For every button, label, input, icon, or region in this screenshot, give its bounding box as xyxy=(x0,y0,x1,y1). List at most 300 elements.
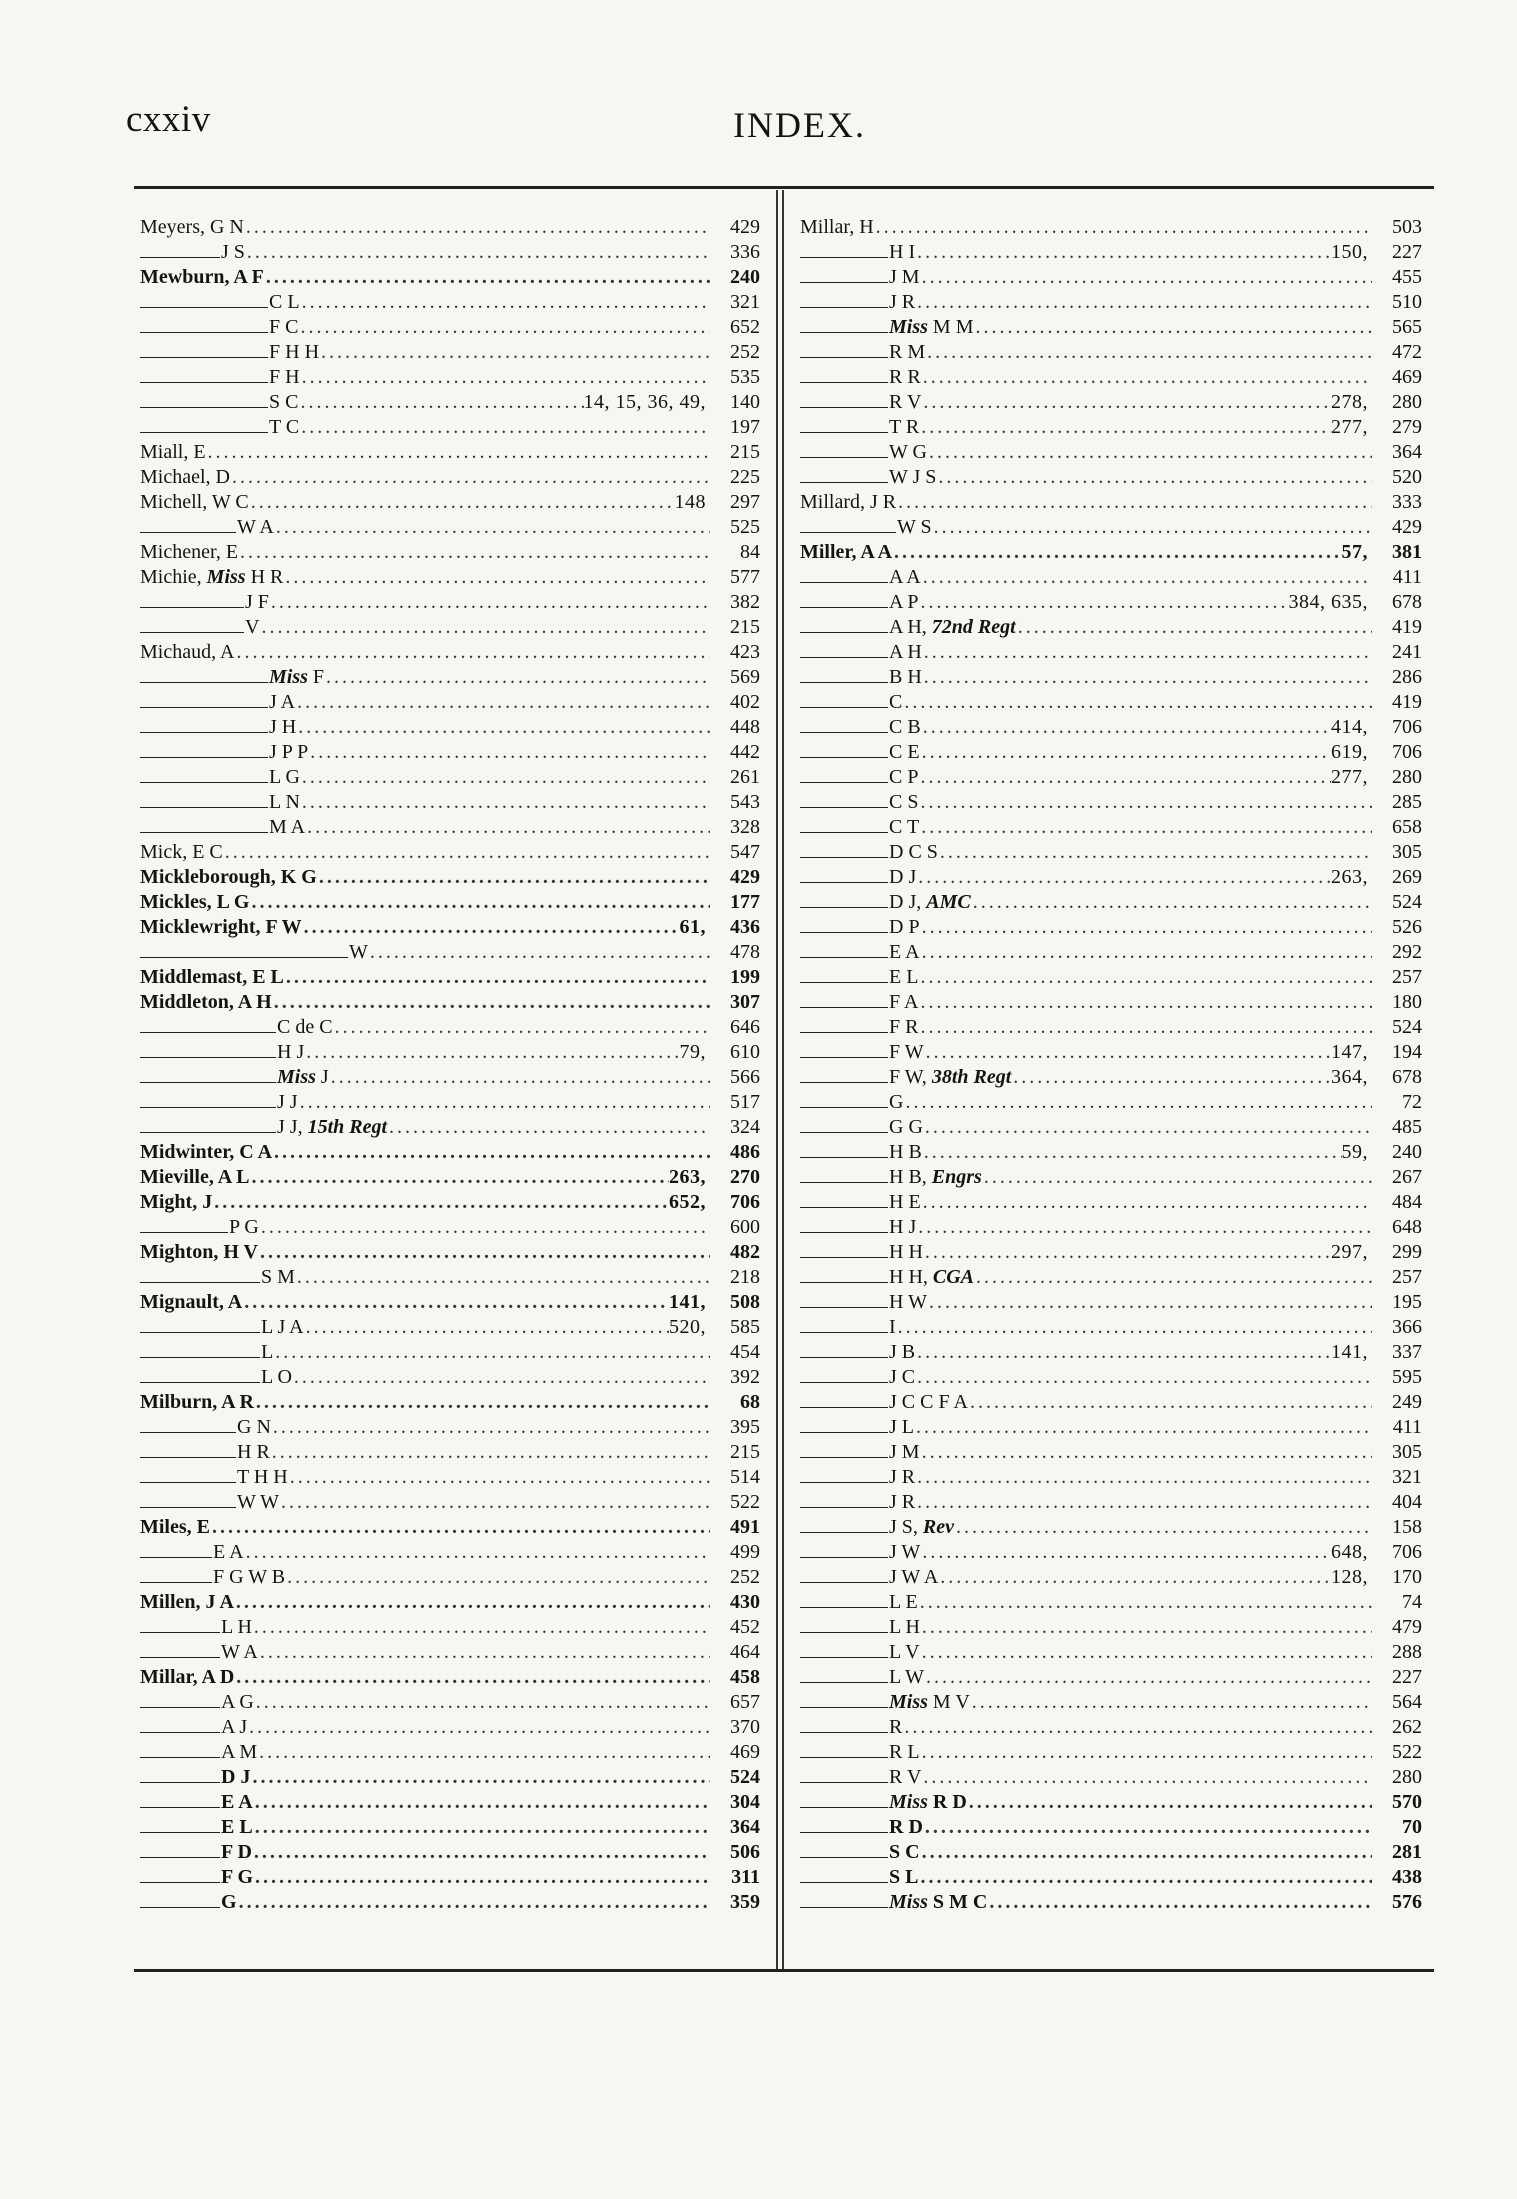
dot-leader xyxy=(210,1515,710,1540)
index-entry xyxy=(800,1490,1422,1515)
entry-name: F W, 38th Regt xyxy=(889,1066,1012,1088)
dot-leader xyxy=(249,1165,669,1190)
indent-dash xyxy=(140,382,268,383)
page-ref: 366 xyxy=(1392,1316,1422,1338)
indent-dash xyxy=(800,1182,888,1183)
entry-name: Miss R D xyxy=(889,1791,967,1813)
entry-name: L G xyxy=(269,766,300,788)
dot-leader xyxy=(874,215,1372,240)
page-ref: 469 xyxy=(730,1741,760,1763)
dot-leader xyxy=(305,815,710,840)
entry-name: W xyxy=(349,941,368,963)
indent-dash xyxy=(800,807,888,808)
indent-dash xyxy=(140,1832,220,1833)
indent-dash xyxy=(800,1207,888,1208)
index-entry xyxy=(140,565,760,590)
indent-dash xyxy=(800,1257,888,1258)
indent-dash xyxy=(140,1357,260,1358)
entry-name: Micklewright, F W xyxy=(140,916,302,938)
page-ref: 576 xyxy=(1392,1891,1422,1913)
dot-leader xyxy=(319,340,710,365)
entry-name: J A xyxy=(269,691,296,713)
page-ref: 577 xyxy=(730,566,760,588)
entry-name: I xyxy=(889,1316,896,1338)
page-ref: 600 xyxy=(730,1216,760,1238)
indent-dash xyxy=(800,282,888,283)
page-ref: 517 xyxy=(730,1091,760,1113)
page-ref: 257 xyxy=(1392,966,1422,988)
indent-dash xyxy=(800,707,888,708)
page-ref: 252 xyxy=(730,341,760,363)
dot-leader xyxy=(921,1190,1372,1215)
dot-leader xyxy=(924,1040,1331,1065)
entry-name: F G xyxy=(221,1866,254,1888)
dot-leader xyxy=(916,1215,1372,1240)
entry-qualifier: AMC xyxy=(926,891,971,913)
entry-qualifier: CGA xyxy=(932,1266,975,1288)
page-ref: 524 xyxy=(1392,1016,1422,1038)
extra-pages: 277, xyxy=(1331,766,1368,788)
entry-name: G xyxy=(221,1891,237,1913)
top-rule xyxy=(134,186,1434,189)
page-ref: 510 xyxy=(1392,291,1422,313)
page-ref: 706 xyxy=(730,1191,760,1213)
dot-leader xyxy=(300,765,710,790)
indent-dash xyxy=(800,1507,888,1508)
entry-name: J M xyxy=(889,266,920,288)
index-entry xyxy=(140,265,760,290)
index-entry xyxy=(140,1540,760,1565)
index-entry xyxy=(140,1390,760,1415)
page-ref: 595 xyxy=(1392,1366,1422,1388)
index-entry xyxy=(800,215,1422,240)
indent-dash xyxy=(140,332,268,333)
dot-leader xyxy=(918,1590,1372,1615)
page-ref: 610 xyxy=(730,1041,760,1063)
indent-dash xyxy=(800,882,888,883)
page-ref: 195 xyxy=(1392,1291,1422,1313)
dot-leader xyxy=(300,290,710,315)
indent-dash xyxy=(800,1332,888,1333)
page-ref: 520 xyxy=(1392,466,1422,488)
index-entry xyxy=(140,665,760,690)
entry-name: A A xyxy=(889,566,921,588)
entry-name: J R xyxy=(889,291,916,313)
dot-leader xyxy=(230,465,710,490)
index-entry xyxy=(800,540,1422,565)
indent-dash xyxy=(140,1732,220,1733)
page-ref: 227 xyxy=(1392,241,1422,263)
page-ref: 508 xyxy=(730,1291,760,1313)
page-ref: 199 xyxy=(730,966,760,988)
entry-name: L W xyxy=(889,1666,924,1688)
page-ref: 240 xyxy=(730,266,760,288)
entry-qualifier: Miss xyxy=(206,566,246,588)
index-entry xyxy=(140,1590,760,1615)
entry-name: Michael, D xyxy=(140,466,230,488)
dot-leader xyxy=(971,890,1372,915)
index-entry xyxy=(800,1315,1422,1340)
index-entry xyxy=(140,615,760,640)
page-ref: 442 xyxy=(730,741,760,763)
index-entry xyxy=(140,440,760,465)
entry-qualifier: 72nd Regt xyxy=(931,616,1016,638)
entry-name: F R xyxy=(889,1016,919,1038)
entry-name: Michie, Miss H R xyxy=(140,566,284,588)
index-entry xyxy=(140,840,760,865)
page-ref: 522 xyxy=(730,1491,760,1513)
index-entry xyxy=(800,1115,1422,1140)
indent-dash xyxy=(140,807,268,808)
dot-leader xyxy=(212,1190,669,1215)
index-entry xyxy=(140,1690,760,1715)
entry-name: H H, CGA xyxy=(889,1266,975,1288)
page-ref: 566 xyxy=(730,1066,760,1088)
page-ref: 464 xyxy=(730,1641,760,1663)
dot-leader xyxy=(915,290,1372,315)
dot-leader xyxy=(921,565,1372,590)
index-column-left xyxy=(140,215,760,1915)
dot-leader xyxy=(923,1815,1372,1840)
dot-leader xyxy=(329,1065,710,1090)
page-ref: 194 xyxy=(1392,1041,1422,1063)
dot-leader xyxy=(302,915,680,940)
entry-name: Miss J xyxy=(277,1066,329,1088)
indent-dash xyxy=(800,1732,888,1733)
page-ref: 170 xyxy=(1392,1566,1422,1588)
index-entry xyxy=(800,440,1422,465)
index-entry xyxy=(140,1090,760,1115)
indent-dash xyxy=(800,1407,888,1408)
indent-dash xyxy=(140,707,268,708)
indent-dash xyxy=(800,982,888,983)
index-entry xyxy=(140,1640,760,1665)
entry-name: A M xyxy=(221,1741,258,1763)
page-ref: 269 xyxy=(1392,866,1422,888)
entry-name: D C S xyxy=(889,841,938,863)
page-ref: 455 xyxy=(1392,266,1422,288)
extra-pages: 263, xyxy=(669,1166,706,1188)
dot-leader xyxy=(300,365,710,390)
indent-dash xyxy=(140,357,268,358)
dot-leader xyxy=(299,415,710,440)
index-entry xyxy=(800,1415,1422,1440)
index-entry xyxy=(140,1015,760,1040)
extra-pages: 57, xyxy=(1341,541,1368,563)
indent-dash xyxy=(800,1757,888,1758)
indent-dash xyxy=(800,1132,888,1133)
index-entry xyxy=(800,490,1422,515)
dot-leader xyxy=(254,1690,710,1715)
entry-qualifier: Miss xyxy=(889,1691,928,1713)
index-entry xyxy=(140,490,760,515)
page-ref: 288 xyxy=(1392,1641,1422,1663)
indent-dash xyxy=(140,532,236,533)
page-ref: 279 xyxy=(1392,416,1422,438)
page-ref: 285 xyxy=(1392,791,1422,813)
page-ref: 281 xyxy=(1392,1841,1422,1863)
page-ref: 429 xyxy=(730,216,760,238)
index-entry xyxy=(800,1865,1422,1890)
entry-name: Michaud, A xyxy=(140,641,235,663)
indent-dash xyxy=(800,1157,888,1158)
dot-leader xyxy=(920,940,1372,965)
entry-name: J M xyxy=(889,1441,920,1463)
dot-leader xyxy=(223,840,710,865)
entry-qualifier: Engrs xyxy=(931,1166,982,1188)
dot-leader xyxy=(938,840,1372,865)
indent-dash xyxy=(140,607,244,608)
index-entry xyxy=(140,1240,760,1265)
page-ref: 359 xyxy=(730,1891,760,1913)
page-ref: 297 xyxy=(730,491,760,513)
dot-leader xyxy=(292,1365,710,1390)
index-entry xyxy=(800,290,1422,315)
entry-qualifier: 38th Regt xyxy=(931,1066,1012,1088)
page-ref: 478 xyxy=(730,941,760,963)
extra-pages: 384, 635, xyxy=(1288,591,1368,613)
index-entry xyxy=(140,1815,760,1840)
page-ref: 543 xyxy=(730,791,760,813)
dot-leader xyxy=(234,1665,710,1690)
dot-leader xyxy=(283,565,710,590)
extra-pages: 263, xyxy=(1331,866,1368,888)
index-column-right xyxy=(800,215,1422,1915)
index-entry xyxy=(140,1165,760,1190)
page-ref: 678 xyxy=(1392,1066,1422,1088)
dot-leader xyxy=(304,1040,679,1065)
dot-leader xyxy=(285,1565,710,1590)
entry-qualifier: Miss xyxy=(889,316,928,338)
index-entry xyxy=(140,865,760,890)
entry-name: G xyxy=(889,1091,904,1113)
index-entry xyxy=(800,1590,1422,1615)
entry-name: S C xyxy=(269,391,299,413)
indent-dash xyxy=(140,1907,220,1908)
extra-pages: 141, xyxy=(669,1291,706,1313)
dot-leader xyxy=(272,1140,710,1165)
entry-name: H B xyxy=(889,1141,922,1163)
index-entry xyxy=(140,765,760,790)
page-ref: 706 xyxy=(1392,716,1422,738)
indent-dash xyxy=(140,1457,236,1458)
indent-dash xyxy=(800,732,888,733)
indent-dash xyxy=(140,682,268,683)
index-entry xyxy=(140,365,760,390)
indent-dash xyxy=(800,1457,888,1458)
indent-dash xyxy=(140,432,268,433)
dot-leader xyxy=(298,315,710,340)
entry-name: R D xyxy=(889,1816,923,1838)
entry-name: Miss M V xyxy=(889,1691,970,1713)
entry-name: L H xyxy=(221,1616,252,1638)
page-ref: 484 xyxy=(1392,1191,1422,1213)
entry-name: J S xyxy=(221,241,245,263)
dot-leader xyxy=(296,715,710,740)
entry-name: Millard, J R xyxy=(800,491,897,513)
entry-name: Miss M M xyxy=(889,316,974,338)
extra-pages: 414, xyxy=(1331,716,1368,738)
dot-leader xyxy=(918,965,1372,990)
dot-leader xyxy=(1016,615,1372,640)
index-entry xyxy=(140,1740,760,1765)
entry-name: E A xyxy=(889,941,920,963)
entry-name: Meyers, G N xyxy=(140,216,244,238)
extra-pages: 79, xyxy=(679,1041,706,1063)
indent-dash xyxy=(800,357,888,358)
page-ref: 499 xyxy=(730,1541,760,1563)
dot-leader xyxy=(249,890,710,915)
page-ref: 286 xyxy=(1392,666,1422,688)
indent-dash xyxy=(800,1882,888,1883)
index-entry xyxy=(800,790,1422,815)
entry-name: D J, AMC xyxy=(889,891,971,913)
dot-leader xyxy=(244,1540,710,1565)
page-ref: 485 xyxy=(1392,1116,1422,1138)
entry-qualifier: Miss xyxy=(889,1791,928,1813)
entry-name: M A xyxy=(269,816,306,838)
entry-qualifier: Miss xyxy=(269,666,308,688)
page-ref: 506 xyxy=(730,1841,760,1863)
index-entry xyxy=(140,540,760,565)
page-ref: 452 xyxy=(730,1616,760,1638)
dot-leader xyxy=(273,1340,710,1365)
page-ref: 364 xyxy=(730,1816,760,1838)
dot-leader xyxy=(269,590,710,615)
index-entry xyxy=(140,1315,760,1340)
entry-name: Mieville, A L xyxy=(140,1166,250,1188)
index-entry xyxy=(140,1140,760,1165)
page-ref: 678 xyxy=(1392,591,1422,613)
dot-leader xyxy=(925,340,1372,365)
index-entry xyxy=(140,940,760,965)
indent-dash xyxy=(140,1507,236,1508)
indent-dash xyxy=(140,832,268,833)
page-ref: 419 xyxy=(1392,691,1422,713)
index-entry xyxy=(140,1765,760,1790)
entry-name: J B xyxy=(889,1341,916,1363)
page-ref: 395 xyxy=(730,1416,760,1438)
dot-leader xyxy=(250,1765,710,1790)
page-number: cxxiv xyxy=(126,99,211,140)
index-entry xyxy=(800,1790,1422,1815)
page-ref: 328 xyxy=(730,816,760,838)
indent-dash xyxy=(140,1132,276,1133)
page-ref: 429 xyxy=(1392,516,1422,538)
indent-dash xyxy=(800,307,888,308)
indent-dash xyxy=(800,1482,888,1483)
indent-dash xyxy=(140,1232,228,1233)
entry-name: D J xyxy=(221,1766,251,1788)
index-entry xyxy=(140,415,760,440)
entry-name: C E xyxy=(889,741,920,763)
dot-leader xyxy=(295,1265,710,1290)
page-ref: 482 xyxy=(730,1241,760,1263)
extra-pages: 150, xyxy=(1331,241,1368,263)
entry-name: J H xyxy=(269,716,297,738)
index-entry xyxy=(800,1215,1422,1240)
dot-leader xyxy=(922,640,1372,665)
entry-name: H J xyxy=(889,1216,917,1238)
entry-name: F W xyxy=(889,1041,924,1063)
index-entry xyxy=(800,1240,1422,1265)
page-ref: 657 xyxy=(730,1691,760,1713)
dot-leader xyxy=(920,1440,1372,1465)
entry-name: H H xyxy=(889,1241,923,1263)
entry-name: W W xyxy=(237,1491,280,1513)
dot-leader xyxy=(903,1090,1372,1115)
dot-leader xyxy=(918,790,1372,815)
page-ref: 458 xyxy=(730,1666,760,1688)
dot-leader xyxy=(274,515,710,540)
dot-leader xyxy=(247,1715,710,1740)
dot-leader xyxy=(954,1515,1372,1540)
indent-dash xyxy=(800,1657,888,1658)
indent-dash xyxy=(800,682,888,683)
indent-dash xyxy=(140,1282,260,1283)
entry-name: H J xyxy=(277,1041,305,1063)
indent-dash xyxy=(800,757,888,758)
dot-leader xyxy=(920,1740,1372,1765)
page-ref: 215 xyxy=(730,441,760,463)
index-entry xyxy=(800,1890,1422,1915)
dot-leader xyxy=(272,990,710,1015)
entry-qualifier: Miss xyxy=(889,1891,928,1913)
page-ref: 307 xyxy=(730,991,760,1013)
entry-name: J J xyxy=(277,1091,298,1113)
entry-name: Millar, H xyxy=(800,216,874,238)
page-ref: 524 xyxy=(730,1766,760,1788)
index-entry xyxy=(140,740,760,765)
entry-name: Middleton, A H xyxy=(140,991,272,1013)
entry-name: E A xyxy=(221,1791,253,1813)
indent-dash xyxy=(140,632,244,633)
dot-leader xyxy=(257,1740,710,1765)
index-entry xyxy=(800,1740,1422,1765)
indent-dash xyxy=(800,607,888,608)
dot-leader xyxy=(987,1890,1372,1915)
dot-leader xyxy=(295,690,710,715)
index-entry xyxy=(140,990,760,1015)
page-ref: 304 xyxy=(730,1791,760,1813)
index-entry xyxy=(800,990,1422,1015)
dot-leader xyxy=(967,1790,1372,1815)
entry-name: E L xyxy=(889,966,919,988)
entry-name: L E xyxy=(889,1591,918,1613)
index-entry xyxy=(800,565,1422,590)
entry-name: J W xyxy=(889,1541,921,1563)
dot-leader xyxy=(920,1840,1372,1865)
index-entry xyxy=(140,1865,760,1890)
extra-pages: 61, xyxy=(679,916,706,938)
page-ref: 74 xyxy=(1402,1591,1422,1613)
indent-dash xyxy=(140,1632,220,1633)
indent-dash xyxy=(800,407,888,408)
index-entry xyxy=(800,1140,1422,1165)
page-ref: 547 xyxy=(730,841,760,863)
dot-leader xyxy=(902,690,1372,715)
index-entry xyxy=(800,1690,1422,1715)
dot-leader xyxy=(242,1290,669,1315)
dot-leader xyxy=(923,1240,1331,1265)
index-entry xyxy=(800,415,1422,440)
index-entry xyxy=(140,1340,760,1365)
dot-leader xyxy=(259,1215,710,1240)
dot-leader xyxy=(915,1465,1372,1490)
entry-name: L xyxy=(261,1341,274,1363)
index-entry xyxy=(800,515,1422,540)
page-ref: 448 xyxy=(730,716,760,738)
